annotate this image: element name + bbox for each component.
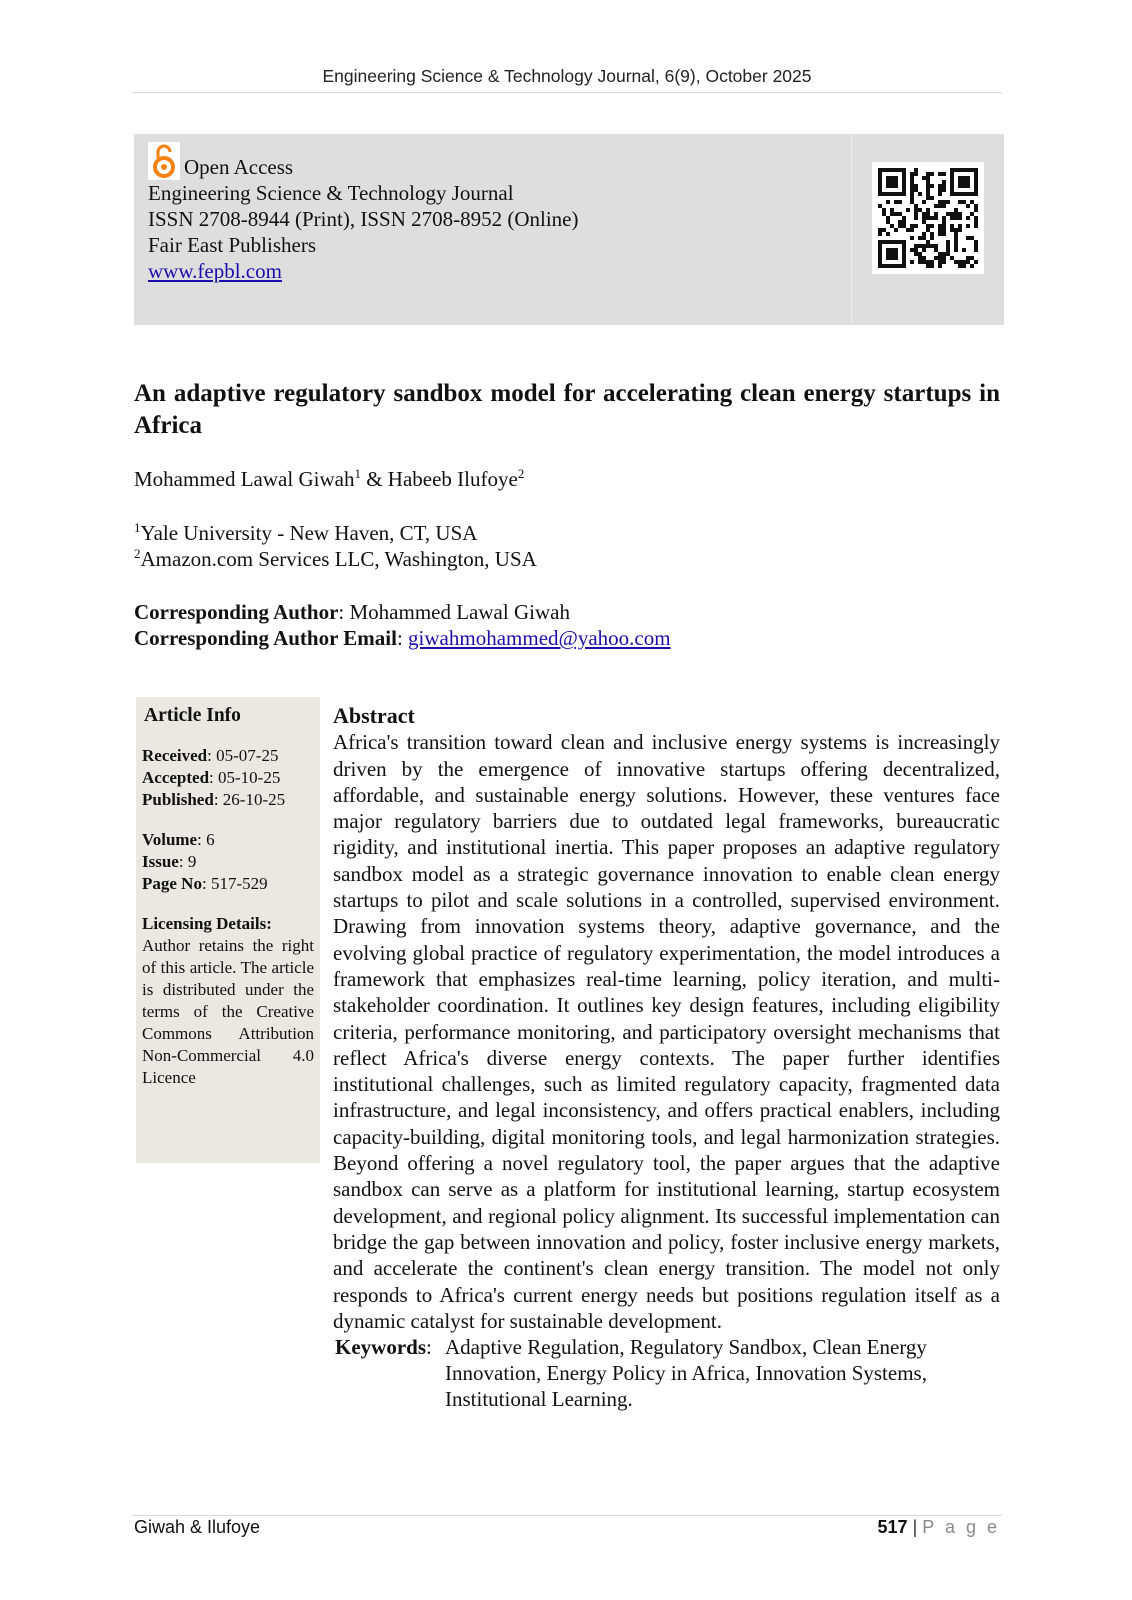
corr-author-name: Mohammed Lawal Giwah (349, 600, 570, 624)
page-number: 517 (877, 1517, 908, 1537)
accepted-label: Accepted (142, 768, 210, 787)
affiliation: Amazon.com Services LLC, Washington, USA (140, 547, 537, 571)
issue-label: Issue (142, 852, 179, 871)
journal-info-box (134, 134, 1004, 325)
volume-value: 6 (206, 830, 215, 849)
info-box-divider (851, 134, 852, 325)
corresponding-author: Corresponding Author: Mohammed Lawal Giwah Corresponding Author Email: giwahmohammed@yahoo.com (134, 600, 671, 650)
header-divider (132, 92, 1002, 93)
article-info-panel (136, 697, 320, 1163)
abstract-text: Africa's transition toward clean and inclusive energy systems is increasingly driven by the emergence of innovative startups offering decentralized, affordable, and sustainable energy solutions. However, these ventures face major regulatory barriers due to outdated legal frameworks, bureaucratic rigidity, and institutional inertia. This paper proposes an adaptive regulatory sandbox model as a strategic governance innovation to enable clean energy startups to pilot and scale solutions in a controlled, supervised environment. Drawing from innovation systems theory, adaptive governance, and the evolving global practice of regulatory experimentation, the model introduces a framework that emphasizes real-time learning, policy iteration, and multi-stakeholder coordination. It outlines key design features, including eligibility criteria, performance monitoring, and participatory oversight mechanisms that reflect Africa's diverse energy contexts. The paper further identifies institutional challenges, such as limited regulatory capacity, fragmented data infrastructure, and legal inconsistency, and offers practical enablers, including capacity-building, digital monitoring tools, and legal harmonization strategies. Beyond offering a novel regulatory tool, the paper argues that the adaptive sandbox can serve as a platform for institutional learning, startup ecosystem development, and regional policy alignment. Its successful implementation can bridge the gap between innovation and policy, foster inclusive energy markets, and accelerate the continent's clean energy transition. The model not only responds to Africa's current energy needs but positions regulation itself as a dynamic catalyst for sustainable development. (333, 730, 1000, 1333)
footer-divider (132, 1515, 1002, 1516)
received-label: Received (142, 746, 208, 765)
dates-block: Received: 05-07-25 Accepted: 05-10-25 Published: 26-10-25 (142, 746, 286, 809)
issn: ISSN 2708-8944 (Print), ISSN 2708-8952 (Online) (148, 207, 579, 231)
abstract-section (333, 703, 1000, 1412)
affil-marker: 2 (134, 546, 141, 561)
open-access-lock-icon (148, 142, 180, 180)
author-affil-marker: 2 (517, 466, 525, 481)
footer-separator: | (912, 1517, 918, 1537)
open-access-label: Open Access (184, 155, 294, 179)
licensing-label: Licensing Details: (142, 914, 272, 933)
author-list (134, 467, 524, 492)
journal-info-text (148, 142, 579, 284)
affiliations (134, 520, 537, 572)
page-word: P a g e (922, 1517, 1000, 1537)
volume-label: Volume (142, 830, 198, 849)
affiliation: Yale University - New Haven, CT, USA (140, 521, 478, 545)
licensing-block (142, 913, 314, 1089)
accepted-date: 05-10-25 (218, 768, 281, 787)
footer-page (878, 1517, 1000, 1538)
corr-email-label: Corresponding Author Email (134, 626, 397, 650)
author-affil-marker: 1 (354, 466, 361, 481)
publisher: Fair East Publishers (148, 233, 316, 257)
volume-block: Volume: 6 Issue: 9 Page No: 517-529 (142, 830, 268, 893)
page-label: Page No (142, 874, 202, 893)
licensing-text: Author retains the right of this article. The article is distributed under the terms of the Creative Commons Attribution Non-Commercial 4.0 Licence (142, 936, 314, 1087)
keywords-row: Keywords: Adaptive Regulation, Regulatory Sandbox, Clean Energy Innovation, Energy Policy in Africa, Innovation Systems, Institutional Learning. (333, 1334, 1000, 1412)
keywords-label: Keywords (335, 1335, 426, 1360)
author-separator: & (360, 467, 388, 491)
issue-value: 9 (187, 852, 197, 871)
page-range: 517-529 (210, 874, 268, 893)
author-name: Habeeb Ilufoye (387, 467, 518, 491)
keywords-text: Adaptive Regulation, Regulatory Sandbox, Clean Energy Innovation, Energy Policy in Africa, Innovation Systems, Institutional Learning. (445, 1335, 927, 1412)
published-label: Published (142, 790, 214, 809)
author-name: Mohammed Lawal Giwah (134, 467, 355, 491)
paper-title: An adaptive regulatory sandbox model for accelerating clean energy startups in Africa (134, 380, 1000, 439)
website-link[interactable]: www.fepbl.com (148, 259, 282, 283)
affil-marker: 1 (134, 520, 141, 535)
qr-code (872, 162, 984, 274)
abstract-heading: Abstract (333, 703, 415, 728)
article-info-heading: Article Info (144, 705, 241, 726)
corr-email-link[interactable]: giwahmohammed@yahoo.com (408, 626, 671, 650)
corr-author-label: Corresponding Author (134, 600, 339, 624)
journal-name: Engineering Science & Technology Journal (148, 181, 514, 205)
footer-authors: Giwah & Ilufoye (134, 1517, 261, 1537)
running-header: Engineering Science & Technology Journal, 6(9), October 2025 (322, 66, 812, 86)
published-date: 26-10-25 (222, 790, 286, 809)
received-date: 05-07-25 (216, 746, 279, 765)
